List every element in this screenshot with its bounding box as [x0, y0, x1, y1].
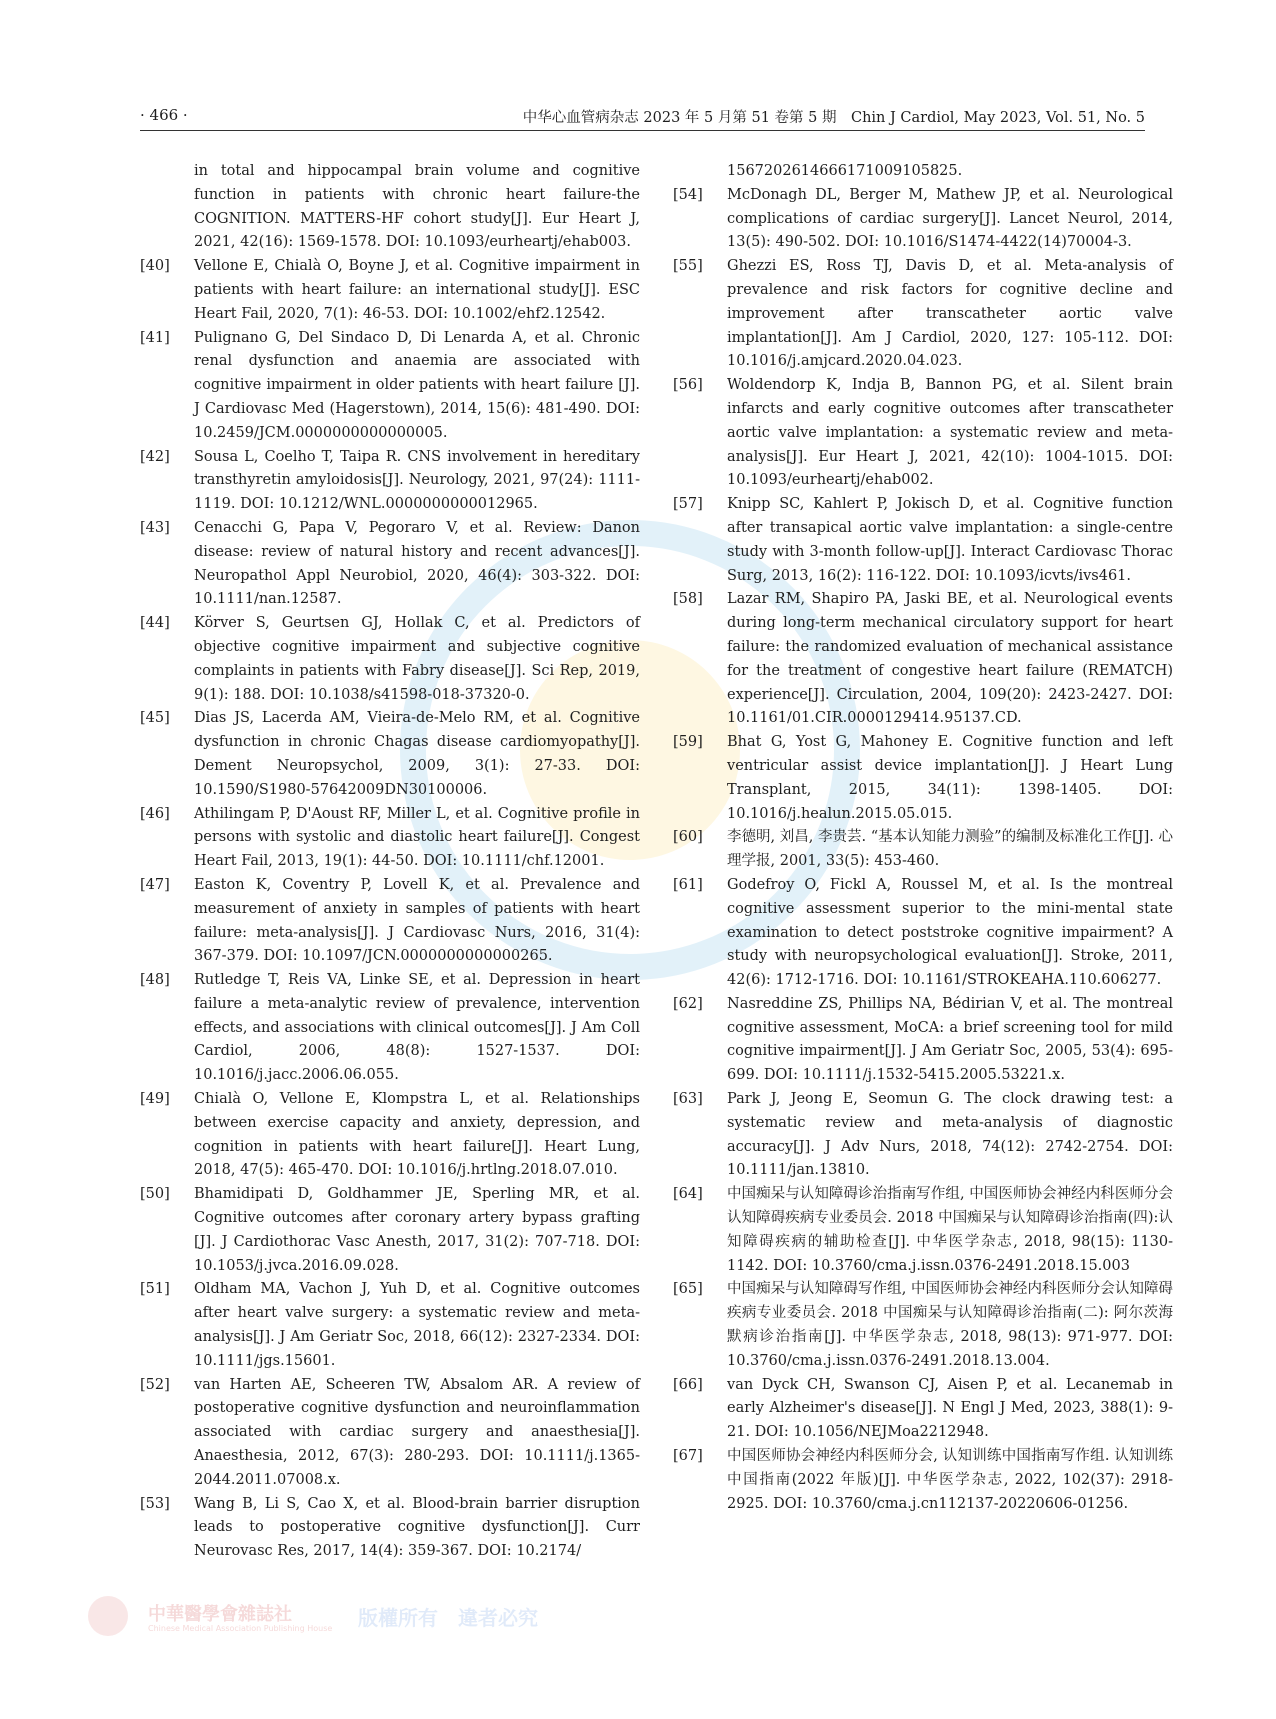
- reference-item: [673, 1183, 1173, 1278]
- reference-number: [50]: [140, 1186, 170, 1203]
- reference-number: [41]: [140, 329, 170, 346]
- reference-number: [66]: [673, 1376, 703, 1393]
- reference-text: Sousa L, Coelho T, Taipa R. CNS involvement in hereditary transthyretin amyloidosis[J]. Neurology, 2021, 97(24): 1111-1119. DOI: 10.1212/WNL.0000000000012965.: [194, 448, 640, 513]
- reference-text: Nasreddine ZS, Phillips NA, Bédirian V, et al. The montreal cognitive assessment, MoCA: a brief screening tool for mild cognitive impairment[J]. J Am Geriatr Soc, 2005, 53(4): 695-699. DOI: 10.1111/j.1532-5415.2005.53221.x.: [727, 995, 1173, 1084]
- reference-number: [40]: [140, 258, 170, 275]
- publisher-footer: [88, 1596, 608, 1640]
- reference-item: [140, 612, 640, 707]
- reference-number: [55]: [673, 258, 703, 275]
- reference-item: [673, 826, 1173, 874]
- reference-text: van Dyck CH, Swanson CJ, Aisen P, et al. Lecanemab in early Alzheimer's disease[J]. N Engl J Med, 2023, 388(1): 9-21. DOI: 10.1056/NEJMoa2212948.: [727, 1376, 1173, 1441]
- reference-number: [53]: [140, 1495, 170, 1512]
- page-header: [140, 104, 1145, 131]
- reference-item: [140, 446, 640, 517]
- reference-item: [673, 1278, 1173, 1373]
- reference-number: [52]: [140, 1376, 170, 1393]
- reference-item: [673, 731, 1173, 826]
- reference-item: [140, 160, 640, 255]
- reference-text: van Harten AE, Scheeren TW, Absalom AR. A review of postoperative cognitive dysfunction and neuroinflammation associated with cardiac surgery and anaesthesia[J]. Anaesthesia, 2012, 67(3): 280-293. DOI: 10.1111/j.1365-2044.2011.07008.x.: [194, 1376, 640, 1488]
- reference-number: [58]: [673, 591, 703, 608]
- reference-text: Lazar RM, Shapiro PA, Jaski BE, et al. Neurological events during long-term mechanical circulatory support for heart failure: the randomized evaluation of mechanical assistance for the treatment of congestive heart failure (REMATCH) experience[J]. Circulation, 2004, 109(20): 2423-2427. DOI: 10.1161/01.CIR.0000129414.95137.CD.: [727, 591, 1173, 727]
- reference-text: Athilingam P, D'Aoust RF, Miller L, et al. Cognitive profile in persons with systolic and diastolic heart failure[J]. Congest Heart Fail, 2013, 19(1): 44-50. DOI: 10.1111/chf.12001.: [194, 805, 640, 870]
- reference-item: [140, 1278, 640, 1373]
- reference-number: [57]: [673, 496, 703, 513]
- reference-item: [140, 1493, 640, 1564]
- reference-item: [140, 803, 640, 874]
- reference-text: 中国医师协会神经内科医师分会, 认知训练中国指南写作组. 认知训练中国指南(2022 年版)[J]. 中华医学杂志, 2022, 102(37): 2918-2925. DOI: 10.3760/cma.j.cn112137-20220606-01256.: [727, 1448, 1173, 1512]
- reference-item: [673, 255, 1173, 374]
- reference-text: 中国痴呆与认知障碍诊治指南写作组, 中国医师协会神经内科医师分会认知障碍疾病专业委员会. 2018 中国痴呆与认知障碍诊治指南(四):认知障碍疾病的辅助检查[J]. 中华医学杂志, 2018, 98(15): 1130-1142. DOI: 10.3760/cma.j.issn.0376-2491.2018.15.003: [727, 1186, 1173, 1274]
- reference-text: Easton K, Coventry P, Lovell K, et al. Prevalence and measurement of anxiety in samples of patients with heart failure: meta-analysis[J]. J Cardiovasc Nurs, 2016, 31(4): 367-379. DOI: 10.1097/JCN.0000000000000265.: [194, 876, 640, 965]
- reference-text: Pulignano G, Del Sindaco D, Di Lenarda A, et al. Chronic renal dysfunction and anaemia are associated with cognitive impairment in older patients with heart failure [J]. J Cardiovasc Med (Hagerstown), 2014, 15(6): 481-490. DOI: 10.2459/JCM.0000000000000005.: [194, 329, 640, 441]
- reference-item: [673, 1445, 1173, 1516]
- references-left-column: [140, 160, 640, 1564]
- reference-text: Knipp SC, Kahlert P, Jokisch D, et al. Cognitive function after transapical aortic valve implantation: a single-centre study with 3-month follow-up[J]. Interact Cardiovasc Thorac Surg, 2013, 16(2): 116-122. DOI: 10.1093/icvts/ivs461.: [727, 496, 1173, 584]
- journal-citation: 中华心血管病杂志 2023 年 5 月第 51 卷第 5 期 Chin J Cardiol, May 2023, Vol. 51, No. 5: [522, 110, 1145, 126]
- reference-text: Woldendorp K, Indja B, Bannon PG, et al. Silent brain infarcts and early cognitive outcomes after transcatheter aortic valve implantation: a systematic review and meta-analysis[J]. Eur Heart J, 2021, 42(10): 1004-1015. DOI: 10.1093/eurheartj/ehab002.: [727, 377, 1173, 489]
- reference-text: Oldham MA, Vachon J, Yuh D, et al. Cognitive outcomes after heart valve surgery: a systematic review and meta-analysis[J]. J Am Geriatr Soc, 2018, 66(12): 2327-2334. DOI: 10.1111/jgs.15601.: [194, 1281, 640, 1369]
- copyright-notice: 版權所有 違者必究: [358, 1606, 538, 1630]
- page-number: · 466 ·: [140, 106, 188, 124]
- reference-text: Ghezzi ES, Ross TJ, Davis D, et al. Meta-analysis of prevalence and risk factors for cognitive decline and improvement after transcatheter aortic valve implantation[J]. Am J Cardiol, 2020, 127: 105-112. DOI: 10.1016/j.amjcard.2020.04.023.: [727, 258, 1173, 370]
- reference-text: Dias JS, Lacerda AM, Vieira-de-Melo RM, et al. Cognitive dysfunction in chronic Chagas disease cardiomyopathy[J]. Dement Neuropsychol, 2009, 3(1): 27-33. DOI: 10.1590/S1980-57642009DN30100006.: [194, 710, 640, 798]
- reference-item: [140, 969, 640, 1088]
- reference-item: [673, 184, 1173, 255]
- reference-number: [59]: [673, 734, 703, 751]
- reference-item: [673, 160, 1173, 184]
- reference-item: [140, 327, 640, 446]
- reference-item: [673, 1374, 1173, 1445]
- reference-number: [44]: [140, 615, 170, 632]
- reference-text: Körver S, Geurtsen GJ, Hollak C, et al. Predictors of objective cognitive impairment and subjective cognitive complaints in patients with Fabry disease[J]. Sci Rep, 2019, 9(1): 188. DOI: 10.1038/s41598-018-37320-0.: [194, 615, 640, 703]
- reference-number: [47]: [140, 876, 170, 893]
- reference-item: [140, 707, 640, 802]
- reference-number: [49]: [140, 1091, 170, 1108]
- reference-item: [140, 517, 640, 612]
- reference-number: [51]: [140, 1281, 170, 1298]
- reference-item: [673, 993, 1173, 1088]
- reference-number: [62]: [673, 995, 703, 1012]
- reference-number: [67]: [673, 1448, 703, 1465]
- reference-item: [673, 493, 1173, 588]
- reference-text: Cenacchi G, Papa V, Pegoraro V, et al. Review: Danon disease: review of natural history and recent advances[J]. Neuropathol Appl Neurobiol, 2020, 46(4): 303-322. DOI: 10.1111/nan.12587.: [194, 519, 640, 608]
- reference-item: [140, 874, 640, 969]
- reference-item: [673, 874, 1173, 993]
- publisher-name: 中華醫學會雜誌社: [148, 1604, 292, 1625]
- reference-number: [46]: [140, 805, 170, 822]
- reference-text: Bhat G, Yost G, Mahoney E. Cognitive function and left ventricular assist device implantation[J]. J Heart Lung Transplant, 2015, 34(11): 1398-1405. DOI: 10.1016/j.healun.2015.05.015.: [727, 734, 1173, 822]
- reference-text: McDonagh DL, Berger M, Mathew JP, et al. Neurological complications of cardiac surgery[J]. Lancet Neurol, 2014, 13(5): 490-502. DOI: 10.1016/S1474-4422(14)70004-3.: [727, 186, 1173, 251]
- reference-text: 1567202614666171009105825.: [727, 163, 963, 179]
- reference-text: 李德明, 刘昌, 李贵芸. “基本认知能力测验”的编制及标准化工作[J]. 心理学报, 2001, 33(5): 453-460.: [727, 829, 1173, 870]
- reference-text: in total and hippocampal brain volume and cognitive function in patients with chronic heart failure-the COGNITION. MATTERS-HF cohort study[J]. Eur Heart J, 2021, 42(16): 1569-1578. DOI: 10.1093/eurheartj/ehab003.: [194, 163, 640, 251]
- reference-number: [48]: [140, 972, 170, 989]
- reference-item: [673, 1088, 1173, 1183]
- reference-text: Chialà O, Vellone E, Klompstra L, et al. Relationships between exercise capacity and anxiety, depression, and cognition in patients with heart failure[J]. Heart Lung, 2018, 47(5): 465-470. DOI: 10.1016/j.hrtlng.2018.07.010.: [194, 1091, 640, 1179]
- reference-item: [673, 374, 1173, 493]
- reference-number: [60]: [673, 829, 703, 846]
- reference-number: [63]: [673, 1091, 703, 1108]
- reference-text: Godefroy O, Fickl A, Roussel M, et al. Is the montreal cognitive assessment superior to the mini-mental state examination to detect poststroke cognitive impairment? A study with neuropsychological evaluation[J]. Stroke, 2011, 42(6): 1712-1716. DOI: 10.1161/STROKEAHA.110.606277.: [727, 876, 1173, 989]
- publisher-name-en: Chinese Medical Association Publishing House: [148, 1624, 333, 1633]
- reference-item: [140, 1088, 640, 1183]
- reference-item: [673, 588, 1173, 731]
- reference-number: [45]: [140, 710, 170, 727]
- reference-text: 中国痴呆与认知障碍写作组, 中国医师协会神经内科医师分会认知障碍疾病专业委员会. 2018 中国痴呆与认知障碍诊治指南(二): 阿尔茨海默病诊治指南[J]. 中华医学杂志, 2018, 98(13): 971-977. DOI: 10.3760/cma.j.issn.0376-2491.2018.13.004.: [727, 1281, 1173, 1369]
- reference-item: [140, 1183, 640, 1278]
- reference-text: Vellone E, Chialà O, Boyne J, et al. Cognitive impairment in patients with heart failure: an international study[J]. ESC Heart Fail, 2020, 7(1): 46-53. DOI: 10.1002/ehf2.12542.: [194, 258, 640, 322]
- references-right-column: [673, 160, 1173, 1516]
- reference-text: Bhamidipati D, Goldhammer JE, Sperling MR, et al. Cognitive outcomes after coronary artery bypass grafting [J]. J Cardiothorac Vasc Anesth, 2017, 31(2): 707-718. DOI: 10.1053/j.jvca.2016.09.028.: [194, 1186, 640, 1274]
- reference-item: [140, 1374, 640, 1493]
- reference-text: Park J, Jeong E, Seomun G. The clock drawing test: a systematic review and meta-analysis of diagnostic accuracy[J]. J Adv Nurs, 2018, 74(12): 2742-2754. DOI: 10.1111/jan.13810.: [727, 1091, 1173, 1179]
- reference-number: [61]: [673, 876, 703, 893]
- reference-item: [140, 255, 640, 326]
- reference-text: Rutledge T, Reis VA, Linke SE, et al. Depression in heart failure a meta-analytic review of prevalence, intervention effects, and associations with clinical outcomes[J]. J Am Coll Cardiol, 2006, 48(8): 1527-1537. DOI: 10.1016/j.jacc.2006.06.055.: [194, 972, 640, 1084]
- publisher-logo-icon: [88, 1596, 128, 1636]
- reference-number: [43]: [140, 519, 170, 536]
- reference-number: [54]: [673, 186, 703, 203]
- reference-number: [65]: [673, 1281, 703, 1298]
- reference-number: [64]: [673, 1186, 703, 1203]
- reference-number: [56]: [673, 377, 703, 394]
- reference-number: [42]: [140, 448, 170, 465]
- reference-text: Wang B, Li S, Cao X, et al. Blood-brain barrier disruption leads to postoperative cognitive dysfunction[J]. Curr Neurovasc Res, 2017, 14(4): 359-367. DOI: 10.2174/: [194, 1495, 640, 1560]
